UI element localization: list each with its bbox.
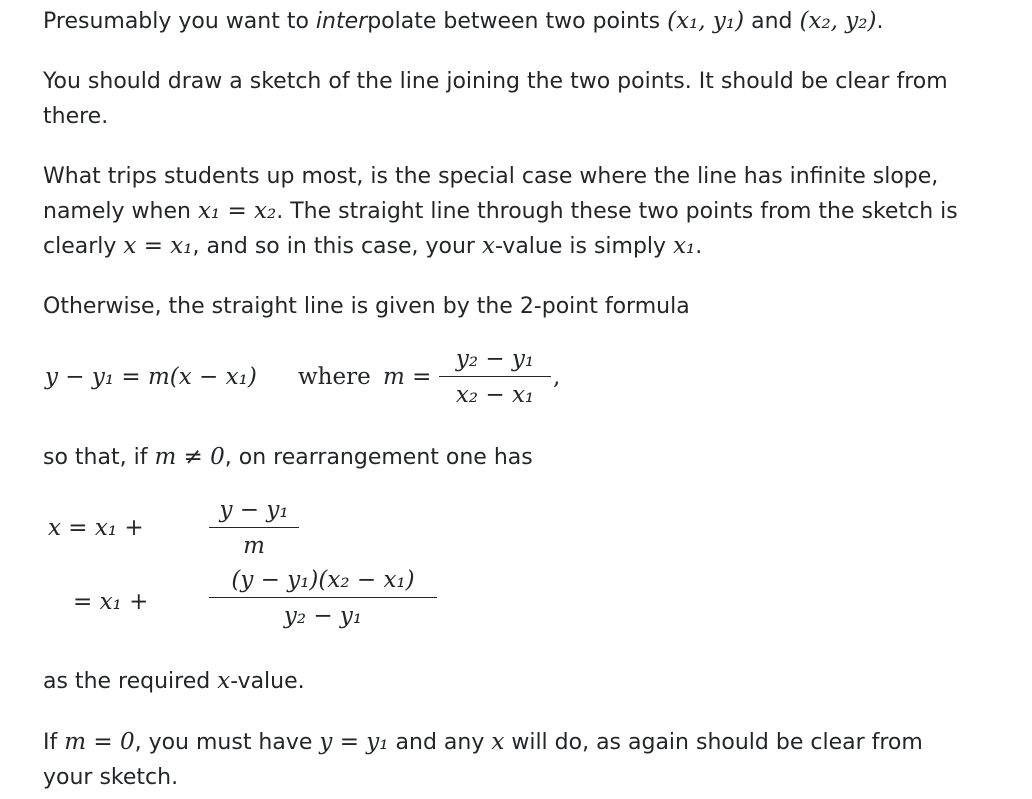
fraction-numerator: y₂ − y₁	[439, 346, 551, 377]
emphasis-inter: inter	[315, 9, 368, 34]
paragraph-interpolate	[43, 4, 883, 39]
math-point-1: (x₁, y₁)	[667, 8, 745, 34]
text: polate between two points	[367, 9, 668, 34]
paragraph-special-case	[43, 159, 988, 264]
text: , you must have	[134, 730, 320, 755]
fraction-numerator: y − y₁	[209, 497, 299, 528]
text: . The straight line through these two points from the sketch is clearly	[43, 199, 958, 259]
text: Otherwise, the straight line is given by the 2-point formula	[43, 294, 690, 319]
text: , and so in this case, your	[192, 234, 482, 259]
paragraph-m-zero	[43, 725, 978, 795]
text: and	[744, 9, 800, 34]
math-where: where	[298, 364, 371, 390]
fraction-slope	[439, 346, 551, 408]
fraction-denominator: y₂ − y₁	[283, 603, 363, 629]
text: , on rearrangement one has	[224, 445, 533, 470]
math-comma: ,	[553, 364, 561, 390]
math-x-eq-x1: x = x₁	[123, 233, 193, 259]
math-x: x	[491, 729, 505, 755]
math-x1-eq-x2: x₁ = x₂	[197, 198, 277, 224]
math-lhs: y − y₁ = m(x − x₁)	[45, 364, 257, 390]
text: Presumably you want to	[43, 9, 316, 34]
text: so that, if	[43, 445, 155, 470]
fraction-numerator: (y − y₁)(x₂ − x₁)	[209, 567, 437, 598]
text: as the required	[43, 669, 218, 694]
math-row1-lhs: x = x₁ +	[48, 515, 144, 541]
math-m-neq-0: m ≠ 0	[154, 444, 225, 470]
math-m-eq-0: m = 0	[64, 729, 135, 755]
equation-two-point-formula	[43, 340, 643, 420]
text: You should draw a sketch of the line joining the two points. It should be clear from there.	[43, 69, 948, 129]
text: and any	[388, 730, 492, 755]
math-x1: x₁	[673, 233, 696, 259]
fraction-row1	[209, 497, 299, 559]
math-row2-lhs: = x₁ +	[73, 589, 149, 615]
math-x: x	[217, 668, 231, 694]
fraction-row2	[209, 567, 437, 629]
fraction-denominator: m	[243, 533, 265, 559]
text: What trips students up most, is the special case where the line has infinite slope, namely when	[43, 164, 939, 224]
paragraph-sketch	[43, 64, 963, 134]
paragraph-rearrangement	[43, 440, 533, 475]
math-m-eq: m =	[383, 364, 432, 390]
math-y-eq-y1: y = y₁	[319, 729, 389, 755]
text: -value.	[230, 669, 305, 694]
paragraph-required-x	[43, 664, 305, 699]
paragraph-two-point	[43, 289, 690, 324]
fraction-denominator: x₂ − x₁	[455, 382, 535, 408]
text: .	[876, 9, 884, 34]
equation-rearranged	[43, 495, 643, 645]
math-x: x	[481, 233, 495, 259]
text: If	[43, 730, 65, 755]
text: will do, as again should be clear from your sketch.	[43, 730, 923, 790]
text: .	[695, 234, 703, 259]
text: -value is simply	[494, 234, 674, 259]
math-point-2: (x₂, y₂)	[799, 8, 877, 34]
